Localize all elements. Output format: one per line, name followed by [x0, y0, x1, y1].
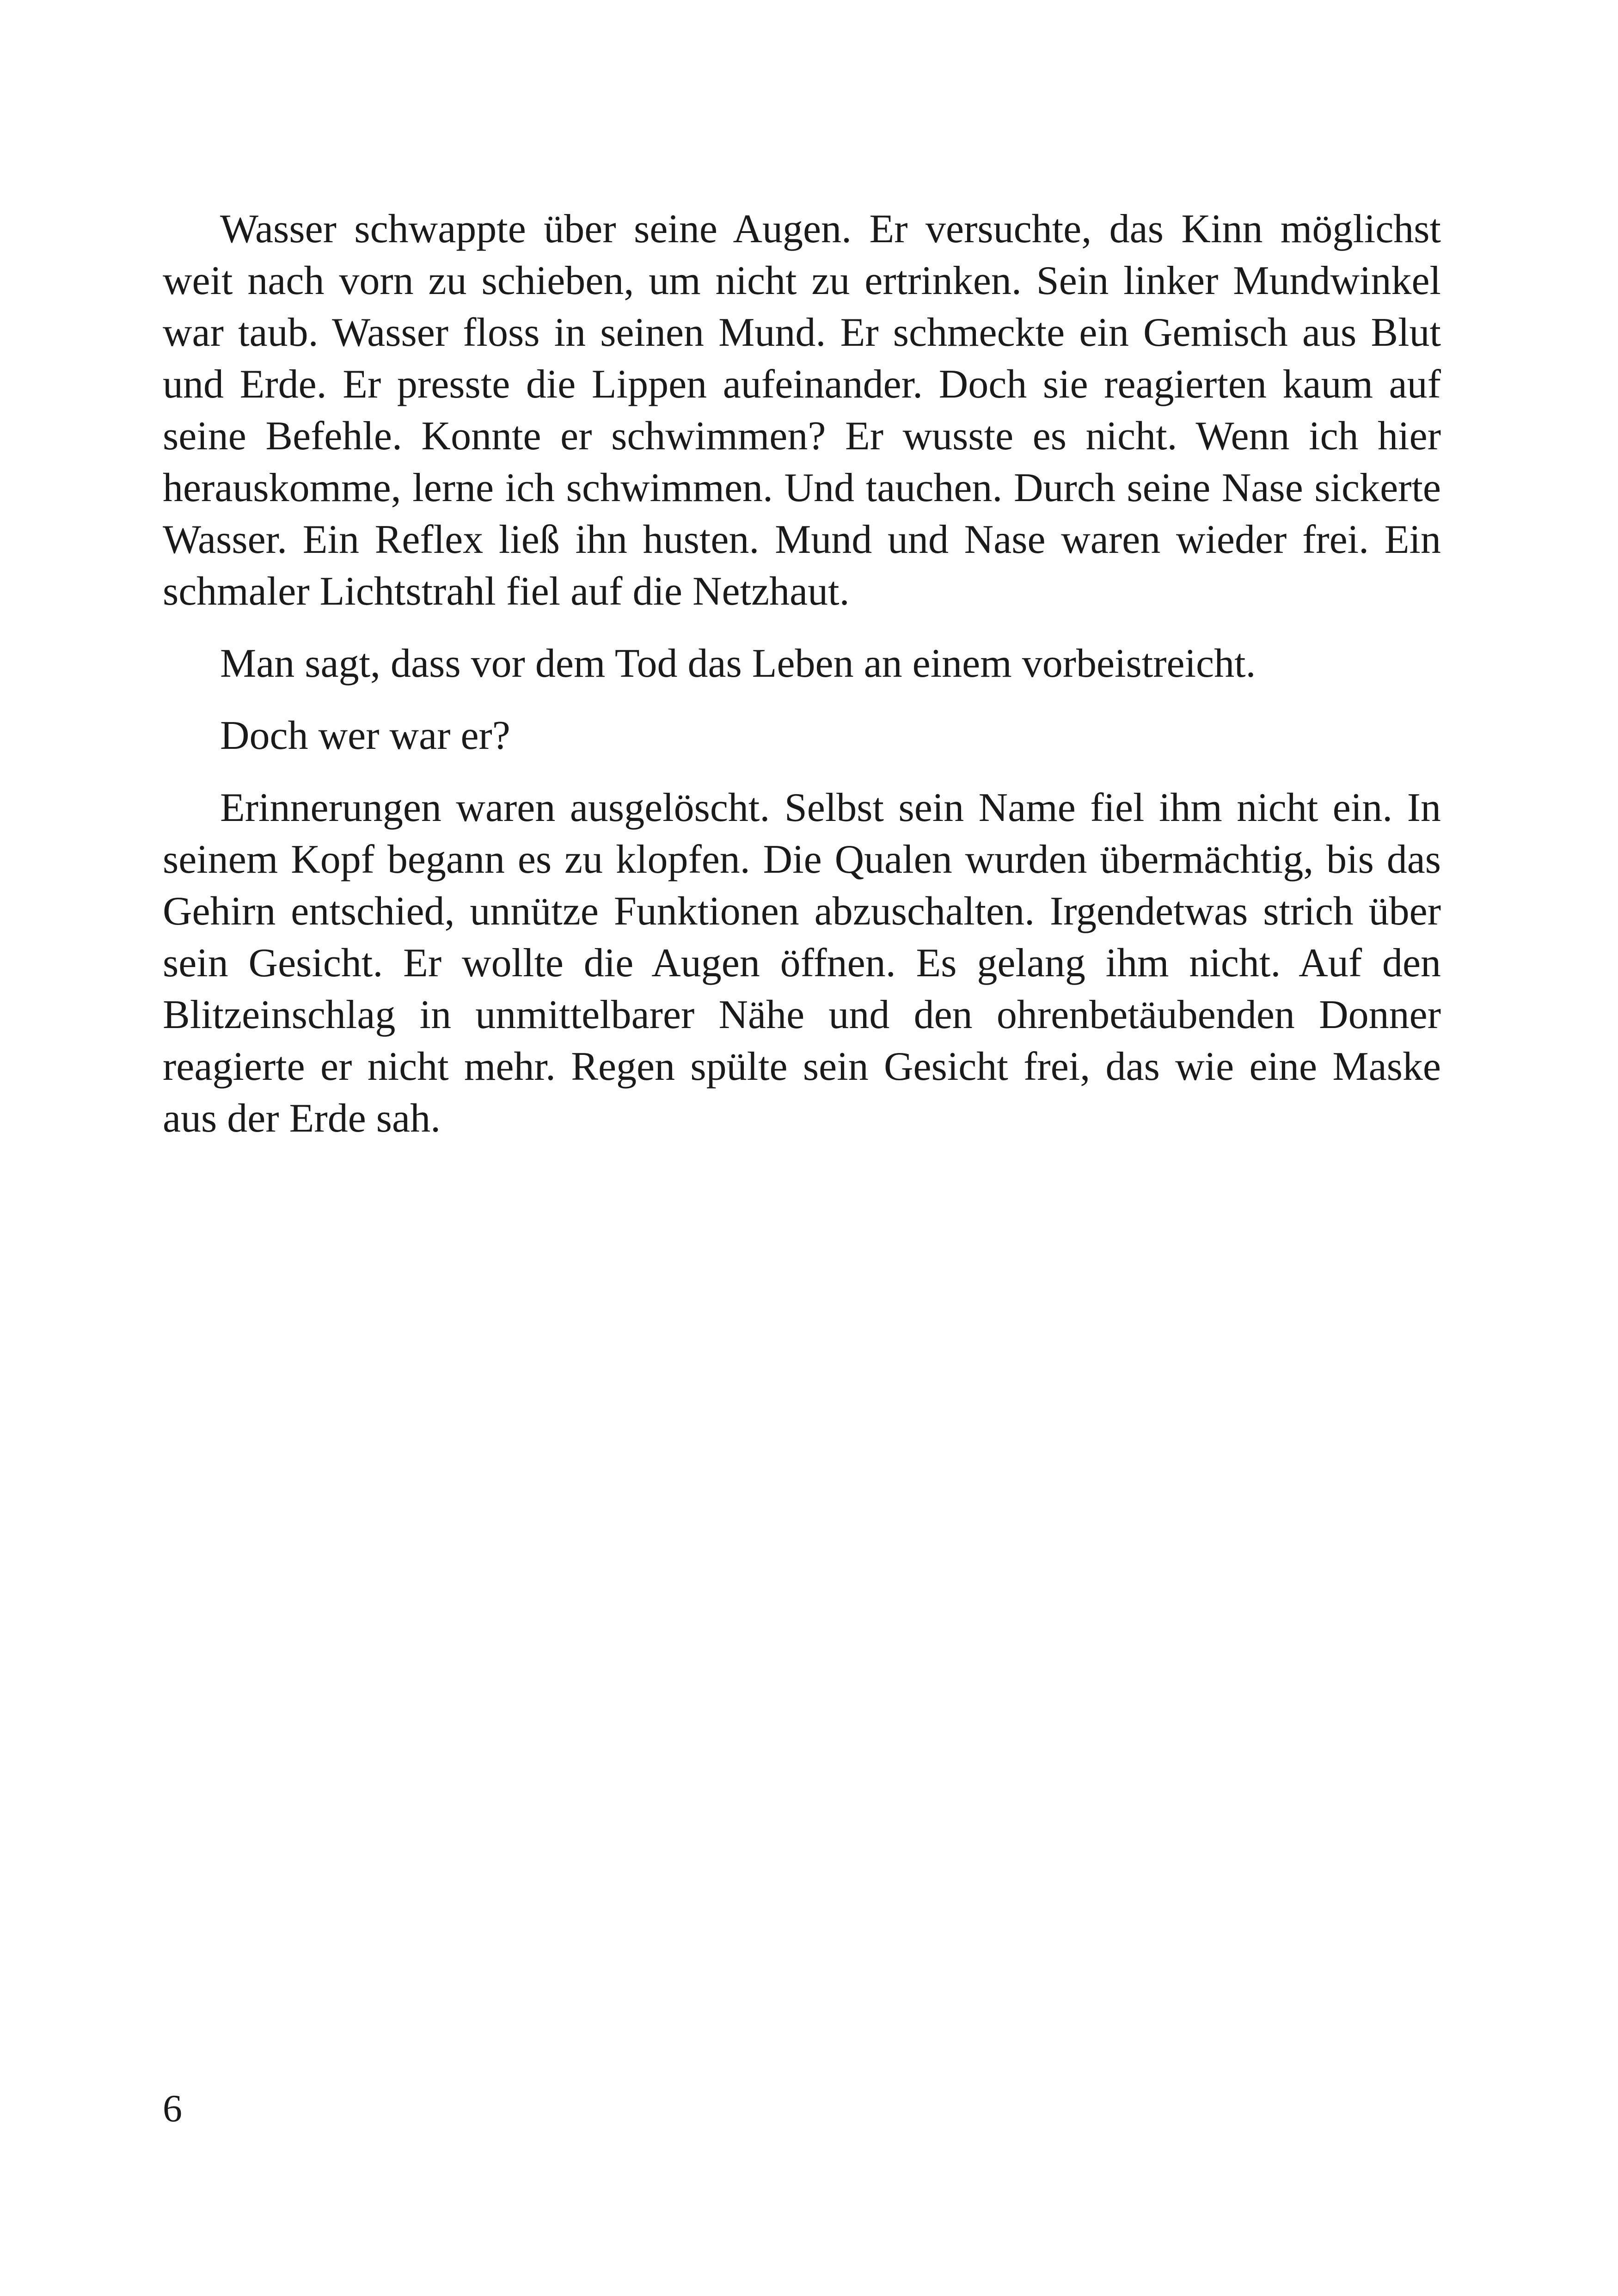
paragraph-1: Wasser schwappte über seine Augen. Er versuchte, das Kinn möglichst weit nach vorn zu schieben, um nicht zu ertrinken. Sein linker Mundwinkel war taub. Wasser floss in seinen Mund. Er schmeckte ein Gemisch aus Blut und Erde. Er presste die Lippen aufeinander. Doch sie reagierten kaum auf seine Befehle. Konnte er schwimmen? Er wusste es nicht. Wenn ich hier herauskomme, lerne ich schwimmen. Und tauchen. Durch seine Nase sickerte Wasser. Ein Reflex ließ ihn husten. Mund und Nase waren wieder frei. Ein schmaler Lichtstrahl fiel auf die Netzhaut.: [163, 207, 1441, 614]
paragraph-3: Doch wer war er?: [220, 713, 510, 758]
body-text: [163, 203, 1441, 1145]
paragraph-4: Erinnerungen waren ausgelöscht. Selbst sein Name fiel ihm nicht ein. In seinem Kopf begann es zu klopfen. Die Qualen wurden übermächtig, bis das Gehirn entschied, unnütze Funktionen abzuschalten. Irgendetwas strich über sein Gesicht. Er wollte die Augen öffnen. Es gelang ihm nicht. Auf den Blitzeinschlag in unmittelbarer Nähe und den ohrenbetäubenden Donner reagierte er nicht mehr. Regen spülte sein Gesicht frei, das wie eine Maske aus der Erde sah.: [163, 785, 1441, 1141]
paragraph-2: Man sagt, dass vor dem Tod das Leben an einem vorbeistreicht.: [220, 641, 1256, 686]
page-number: 6: [163, 2087, 182, 2130]
